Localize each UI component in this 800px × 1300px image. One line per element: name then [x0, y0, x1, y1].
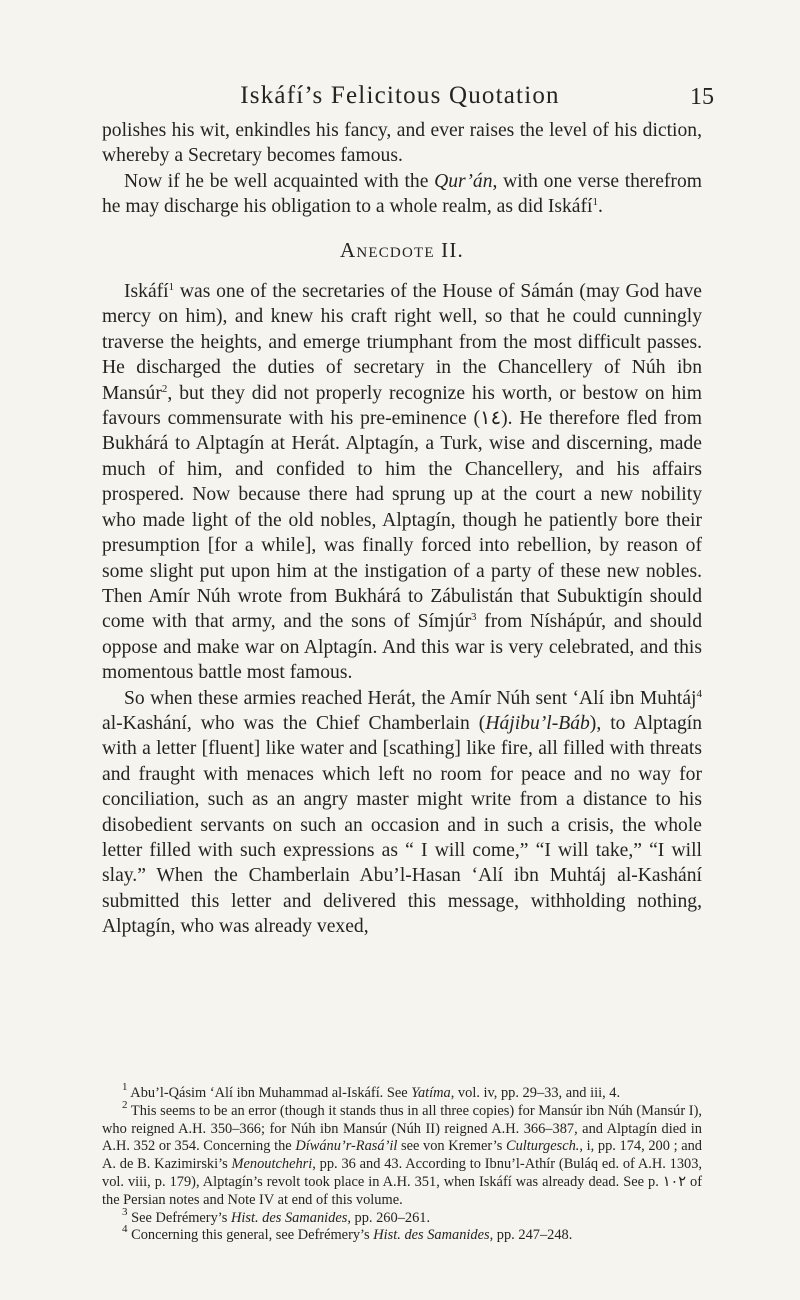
footnote-ref: 2	[161, 382, 168, 395]
footnote-ref: 1	[592, 196, 598, 209]
footnote-ref: 3	[471, 611, 477, 624]
paragraph-continuation: polishes his wit, enkindles his fancy, and ever raises the level of his diction, whereby a Secretary becomes famous.	[102, 120, 702, 167]
footnote-4: $^4$ Concerning this general, see Defrémery’s Hist. des Samanides, pp. 247–248.	[122, 1223, 573, 1244]
page-number: 15	[690, 84, 714, 110]
paragraph-letter: So when these armies reached Herát, the Amír Núh sent ‘Alí ibn Muhtáj$^4$ al-Kashání, who was the Chief Chamberlain (Hájibu’l-Báb), to Alptagín with a letter [fluent] like water and [scathing] like fire, all filled with threats and fraught with menaces which left no room for peace and no way for conciliation, such as an angry master might write from a distance to his disobedient servants on such an occasion and in such a crisis, the whole letter filled with such expressions as “ I will come,” “I will take,” “I will slay.” When the Chamberlain Abu’l-Hasan ‘Alí ibn Muhtáj al-Kashání submitted this letter and delivered this message, withholding nothing, Alptagín, who was already vexed,	[102, 687, 702, 938]
quran-title: Qur’án	[434, 170, 493, 192]
footnote-ref: 4	[696, 687, 702, 700]
paragraph-iskafi: Iskáfí$^1$ was one of the secretaries of the House of Sámán (may God have mercy on him), and knew his craft right well, so that he could cunningly traverse the heights, and emerge triumphant from the most difficult passes. He discharged the duties of secretary in the Chancellery of Núh ibn Mansúr$^2$, but they did not properly recognize his worth, or bestow on him favours commensurate with his pre-eminence (١٤). He therefore fled from Bukhárá to Alptagín at Herát. Alptagín, a Turk, wise and discerning, made much of him, and confided to him the Chancellery, and his affairs prospered. Now because there had sprung up at the court a new nobility who made light of the old nobles, Alptagín, though he patiently bore their presumption [for a while], was finally forced into rebellion, by reason of some slight put upon him at the instigation of a party of these new nobles. Then Amír Núh wrote from Bukhárá to Zábulistán that Subuktigín should come with that army, and the sons of Símjúr$^3$ from Níshápúr, and should oppose and make war on Alptagín. And this war is very celebrated, and this momentous battle most famous.	[102, 281, 702, 684]
running-title: Iskáfí’s Felicitous Quotation	[240, 82, 560, 109]
page-header	[0, 78, 800, 118]
anecdote-heading: Anecdote II.	[339, 237, 465, 262]
main-text	[102, 118, 702, 940]
footnote-3: $^3$ See Defrémery’s Hist. des Samanides, pp. 260–261.	[122, 1205, 431, 1226]
footnote-1: $^1$ Abu’l-Qásim ‘Alí ibn Muhammad al-Iskáfí. See Yatíma, vol. iv, pp. 29–33, and iii, 4.	[122, 1081, 621, 1101]
footnotes	[102, 1081, 703, 1245]
footnote-2: $^2$ This seems to be an error (though it stands thus in all three copies) for Mansúr ibn Núh (Mansúr I), who reigned A.H. 350–366; for Núh ibn Mansúr (Núh II) reigned A.H. 366–387, and Alptagín died in A.H. 352 or 354. Concerning the Díwánu’r-Rasá’il see von Kremer’s Culturgesch., i, pp. 174, 200 ; and A. de B. Kazimirski’s Menoutchehri, pp. 36 and 43. According to Ibnu’l-Athír (Buláq ed. of A.H. 1303, vol. viii, p. 179), Alptagín’s revolt took place in A.H. 351, when Iskáfí was already dead. See p. ١٠٢ of the Persian notes and Note IV at end of this volume.	[102, 1098, 703, 1208]
hajib-title: Hájibu’l-Báb	[485, 712, 590, 734]
paragraph-quran: Now if he be well acquainted with the Qur’án, with one verse therefrom he may discharge his obligation to a whole realm, as did Iskáfí$^1$.	[102, 170, 702, 218]
footnote-ref: 1	[168, 281, 175, 294]
